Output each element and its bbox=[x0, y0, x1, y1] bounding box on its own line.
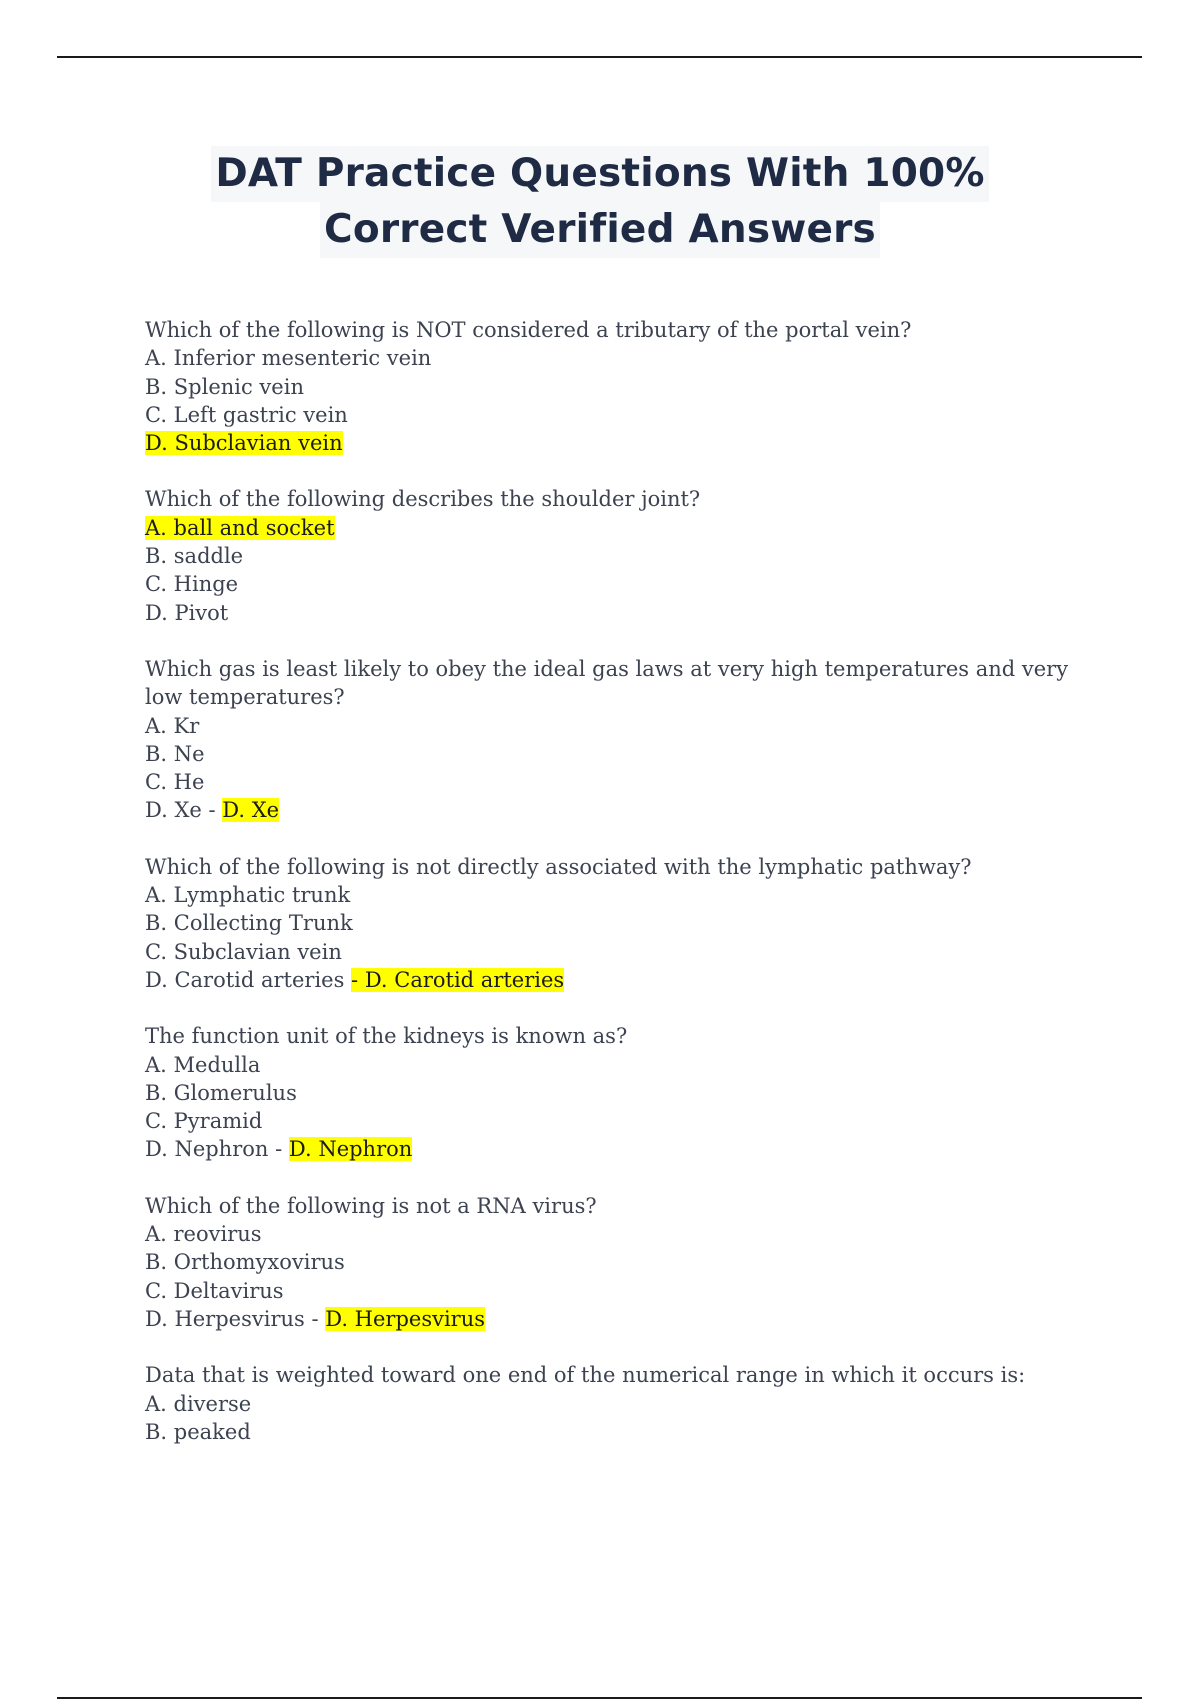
option-text: C. He bbox=[145, 770, 205, 795]
question-text: Which of the following is not a RNA virus? bbox=[145, 1193, 597, 1218]
answer-option bbox=[145, 966, 1085, 994]
option-text: A. Inferior mesenteric vein bbox=[145, 346, 432, 371]
answer-option bbox=[145, 429, 1085, 457]
question-block bbox=[145, 1361, 1085, 1446]
answer-option bbox=[145, 1135, 1085, 1163]
answer-option bbox=[145, 1220, 1085, 1248]
answer-option bbox=[145, 344, 1085, 372]
option-text: A. Lymphatic trunk bbox=[145, 883, 351, 908]
question-text: The function unit of the kidneys is known as? bbox=[145, 1024, 628, 1049]
option-text: A. Medulla bbox=[145, 1052, 261, 1077]
answer-option bbox=[145, 1305, 1085, 1333]
answer-option bbox=[145, 768, 1085, 796]
answer-option bbox=[145, 1390, 1085, 1418]
correct-answer-highlight: D. Herpesvirus bbox=[325, 1306, 486, 1331]
answer-option bbox=[145, 881, 1085, 909]
question-block bbox=[145, 1022, 1085, 1163]
option-text: A. diverse bbox=[145, 1391, 252, 1416]
answer-option bbox=[145, 542, 1085, 570]
answer-option bbox=[145, 796, 1085, 824]
question-text: Which of the following describes the shoulder joint? bbox=[145, 487, 701, 512]
title-line-1: DAT Practice Questions With 100% bbox=[211, 146, 988, 202]
option-text: C. Deltavirus bbox=[145, 1278, 284, 1303]
correct-answer-highlight: - D. Carotid arteries bbox=[351, 967, 565, 992]
question-text: Data that is weighted toward one end of the numerical range in which it occurs is: bbox=[145, 1363, 1026, 1388]
answer-option bbox=[145, 599, 1085, 627]
option-text: B. Orthomyxovirus bbox=[145, 1250, 345, 1275]
answer-option bbox=[145, 712, 1085, 740]
question-list bbox=[145, 316, 1085, 1474]
option-text: D. Subclavian vein bbox=[145, 431, 343, 456]
page-title bbox=[0, 146, 1200, 258]
answer-option bbox=[145, 1418, 1085, 1446]
option-text: B. saddle bbox=[145, 544, 244, 569]
option-text: C. Hinge bbox=[145, 572, 239, 597]
answer-option bbox=[145, 1107, 1085, 1135]
answer-option bbox=[145, 909, 1085, 937]
option-text: B. Splenic vein bbox=[145, 374, 304, 399]
answer-option bbox=[145, 1051, 1085, 1079]
footer-rule bbox=[57, 1697, 1142, 1699]
question-block bbox=[145, 655, 1085, 825]
option-text: D. Nephron - bbox=[145, 1137, 289, 1162]
answer-option bbox=[145, 514, 1085, 542]
question-text: Which of the following is not directly associated with the lymphatic pathway? bbox=[145, 854, 972, 879]
answer-option bbox=[145, 1277, 1085, 1305]
title-line-2: Correct Verified Answers bbox=[320, 202, 880, 258]
correct-answer-highlight: D. Nephron bbox=[288, 1137, 413, 1162]
option-text: D. Carotid arteries bbox=[145, 967, 352, 992]
answer-option bbox=[145, 938, 1085, 966]
question-block bbox=[145, 853, 1085, 994]
option-text: A. ball and socket bbox=[145, 515, 335, 540]
header-rule bbox=[57, 56, 1142, 58]
answer-option bbox=[145, 1248, 1085, 1276]
option-text: D. Xe - bbox=[145, 798, 223, 823]
answer-option bbox=[145, 1079, 1085, 1107]
option-text: B. Collecting Trunk bbox=[145, 911, 353, 936]
question-block bbox=[145, 1192, 1085, 1333]
question-text: Which of the following is NOT considered a tributary of the portal vein? bbox=[145, 318, 912, 342]
answer-option bbox=[145, 570, 1085, 598]
correct-answer-highlight: D. Xe bbox=[222, 798, 280, 823]
option-text: C. Pyramid bbox=[145, 1109, 263, 1134]
option-text: C. Subclavian vein bbox=[145, 939, 342, 964]
answer-option bbox=[145, 373, 1085, 401]
answer-option bbox=[145, 401, 1085, 429]
option-text: B. Ne bbox=[145, 741, 205, 766]
option-text: C. Left gastric vein bbox=[145, 402, 348, 427]
option-text: D. Herpesvirus - bbox=[145, 1306, 326, 1331]
option-text: B. peaked bbox=[145, 1419, 251, 1444]
option-text: B. Glomerulus bbox=[145, 1080, 297, 1105]
question-block bbox=[145, 485, 1085, 626]
question-block bbox=[145, 316, 1085, 457]
option-text: D. Pivot bbox=[145, 600, 229, 625]
option-text: A. Kr bbox=[145, 713, 200, 738]
answer-option bbox=[145, 740, 1085, 768]
question-text: Which gas is least likely to obey the ideal gas laws at very high temperatures and very low temperatures? bbox=[145, 656, 1075, 710]
option-text: A. reovirus bbox=[145, 1222, 262, 1247]
